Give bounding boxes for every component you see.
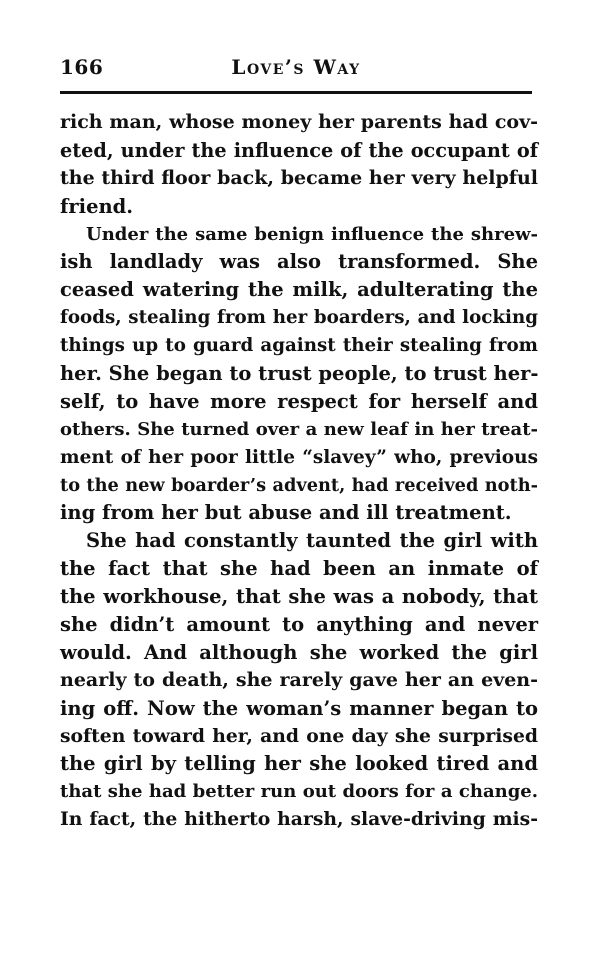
text-line: She had constantly taunted the girl with [86, 529, 538, 553]
text-line: foods, stealing from her boarders, and locking [60, 307, 538, 329]
text-line: self, to have more respect for herself and [60, 389, 538, 413]
text-line: she didn’t amount to anything and never [60, 613, 538, 637]
text-line: the fact that she had been an inmate of [60, 557, 538, 581]
text-line: ing off. Now the woman’s manner began to [60, 696, 538, 720]
running-head [60, 55, 532, 85]
text-line: the girl by telling her she looked tired and [60, 752, 538, 776]
text-line: rich man, whose money her parents had cov- [60, 111, 538, 133]
text-line: soften toward her, and one day she surprised [60, 724, 538, 747]
page-number: 166 [60, 55, 104, 79]
text-line: Under the same benign influence the shrew- [86, 223, 538, 245]
text-line: ment of her poor little “slavey” who, previous [60, 446, 538, 468]
text-line: to the new boarder’s advent, had received noth- [60, 474, 538, 496]
text-line: friend. [60, 194, 134, 218]
text-line: ceased watering the milk, adulterating the [60, 278, 538, 302]
text-line: ing from her but abuse and ill treatment. [60, 501, 512, 525]
text-line: her. She began to trust people, to trust her- [60, 362, 539, 386]
text-line: In fact, the hitherto harsh, slave-driving mis- [60, 808, 538, 831]
text-line: the third floor back, became her very helpful [60, 166, 538, 189]
text-line: eted, under the influence of the occupant of [60, 138, 538, 162]
text-line: that she had better run out doors for a change. [60, 781, 538, 803]
text-line: others. She turned over a new leaf in her treat- [60, 418, 538, 440]
header-rule [60, 91, 532, 94]
running-title: Love’s Way [231, 55, 361, 79]
text-line: would. And although she worked the girl [60, 640, 538, 664]
text-line: ish landlady was also transformed. She [60, 250, 538, 274]
body-text [60, 109, 538, 834]
text-line: the workhouse, that she was a nobody, that [60, 585, 538, 609]
text-line: things up to guard against their stealing from [60, 335, 538, 357]
text-line: nearly to death, she rarely gave her an even- [60, 668, 538, 691]
